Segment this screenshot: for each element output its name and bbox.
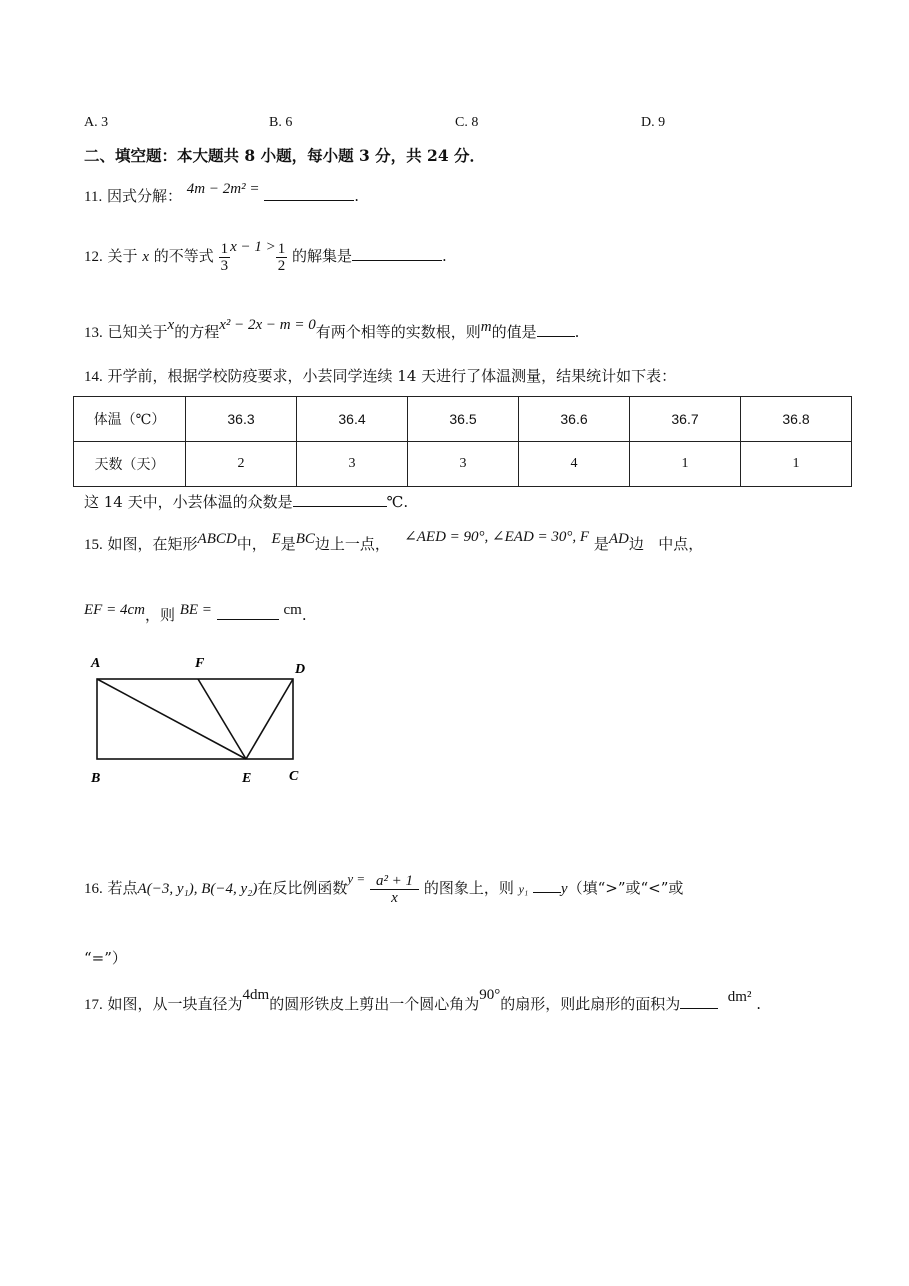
q16-fraction: $\frac{\text{a² + 1}}{x}$ [370,873,419,906]
question-14 [84,366,676,387]
q13-number: 13. [84,325,103,341]
q16-text4: （填“>”或“<”或 [567,879,684,897]
label-b: B [91,771,101,786]
q15-bc: BC [295,531,315,547]
section-header: 二、填空题：本大题共 8 小题，每小题 3 分，共 24 分． [84,146,486,165]
q12-text1: 关于 [107,247,138,265]
q17-text1: 如图，从一块直径为 [107,995,243,1013]
q15-answer-blank [217,605,279,620]
q12-text2: 的不等式 [153,247,214,265]
q13-text1: 已知关于 [107,323,168,341]
label-a: A [91,656,101,671]
q11-answer-blank [264,186,354,201]
table-cell: 2 [186,442,297,487]
q15-unit: cm [283,602,302,618]
q15-be: BE = [179,602,212,618]
option-c: C. 8 [455,115,479,130]
q15-text6: 边 [628,535,644,553]
option-b: B. 6 [269,115,293,130]
q17-text2: 的圆形铁皮上剪出一个圆心角为 [269,995,480,1013]
question-12 [84,232,447,280]
q14-after-end: ℃. [386,493,409,511]
q15-text7: 中点， [658,535,704,553]
rectangle-abcd [97,679,293,759]
q16-text3: 的图象上，则 [423,879,514,897]
segment-ae [97,679,246,759]
q15-ef: EF = 4cm [84,602,145,618]
table-header-cell: 天数（天） [74,442,186,487]
q13-text2: 的方程 [174,323,220,341]
q17-text3: 的扇形，则此扇形的面积为 [500,995,681,1013]
q16-y2: y [560,881,568,897]
q12-answer-blank [352,246,442,261]
q13-var2: m [480,319,492,335]
q16-y1: y₁ [518,882,529,896]
question-15 [84,529,704,555]
q12-var: x [142,249,149,265]
table-cell: 3 [408,442,519,487]
table-cell: 1 [741,442,852,487]
q16-points: A(−3, y₁), B(−4, y₂) [137,881,258,897]
q13-end: . [574,323,580,341]
q14-number: 14. [84,369,103,385]
q14-after-text: 这 14 天中，小芸体温的众数是 [84,493,293,511]
q15-text3: 是 [280,535,296,553]
rectangle-figure [84,650,314,790]
question-13 [84,317,580,343]
table-header-cell: 体温（℃） [74,397,186,442]
table-cell: 4 [519,442,630,487]
q15-text1: 如图，在矩形 [107,535,198,553]
table-cell: 36.5 [408,397,519,442]
q12-fraction1: $\frac{1}{3}$ [220,240,229,274]
q16-answer-blank [533,878,561,893]
q15-line2 [84,602,307,626]
q12-end: . [442,247,447,265]
q17-angle: 90° [479,987,501,1003]
q14-text: 开学前，根据学校防疫要求，小芸同学连续 14 天进行了体温测量，结果统计如下表： [107,367,677,385]
table-cell: 3 [297,442,408,487]
label-c: C [289,769,299,784]
q12-text3: 的解集是 [292,247,353,265]
q12-number: 12. [84,249,103,265]
q15-number: 15. [84,537,103,553]
table-row [74,397,852,442]
q15-text5: 是 [593,535,609,553]
question-11 [84,181,359,207]
q11-expression: 4m − 2m² = [186,181,260,197]
segment-de [246,679,293,759]
q16-text2: 在反比例函数 [257,879,348,897]
q17-end: . [756,995,762,1013]
table-cell: 36.7 [630,397,741,442]
q17-answer-blank [680,994,718,1009]
q15-text4: 边上一点， [314,535,390,553]
q12-fraction2: $\frac{1}{2}$ [277,240,286,274]
q15-ad: AD [608,531,629,547]
table-cell: 36.3 [186,397,297,442]
option-d: D. 9 [641,115,666,130]
q15-text2: 中， [236,535,267,553]
q14-answer-blank [293,492,387,507]
q12-middle: x − 1 > [230,239,276,255]
q13-text3: 有两个相等的实数根，则 [315,323,481,341]
q15-rect: ABCD [197,531,237,547]
q11-text: 因式分解： [106,187,182,205]
q13-text4: 的值是 [491,323,537,341]
q13-answer-blank [537,322,575,337]
q16-text1: 若点 [107,879,138,897]
q15-text8: ，则 [144,606,175,624]
q11-number: 11. [84,189,103,205]
label-e: E [242,771,252,786]
label-d: D [295,662,306,677]
q15-end: . [301,606,307,624]
q13-equation: x² − 2x − m = 0 [219,317,316,333]
q15-angles: ∠AED = 90°, ∠EAD = 30°, F [404,529,590,545]
label-f: F [195,656,205,671]
table-cell: 1 [630,442,741,487]
table-row [74,442,852,487]
q17-unit: dm² [727,989,752,1005]
question-17 [84,987,762,1015]
q13-var: x [167,317,175,333]
q16-line2: “=”） [84,949,127,967]
q16-number: 16. [84,881,103,897]
table-cell: 36.8 [741,397,852,442]
temperature-table [73,396,852,487]
q15-e: E [271,531,281,547]
q17-number: 17. [84,997,103,1013]
option-a: A. 3 [84,115,109,130]
table-cell: 36.4 [297,397,408,442]
q16-y: y = [347,871,366,886]
q17-diameter: 4dm [242,987,270,1003]
q14-after [84,492,408,512]
question-16 [84,864,683,912]
table-cell: 36.6 [519,397,630,442]
q11-end: . [354,187,359,205]
